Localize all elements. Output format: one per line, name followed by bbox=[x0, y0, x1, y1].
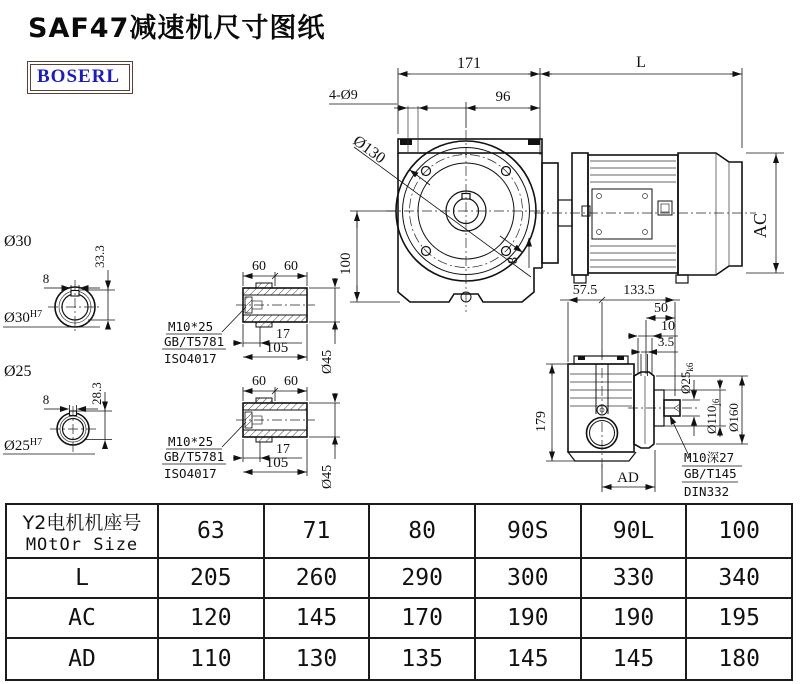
cell-AC-80: 170 bbox=[368, 597, 474, 637]
cell-AD-80: 135 bbox=[368, 637, 474, 679]
dim-105: 105 bbox=[265, 455, 289, 471]
dimension-table bbox=[5, 503, 793, 681]
dim-133-5: 133.5 bbox=[623, 283, 655, 298]
page-title: SAF47减速机尺寸图纸 bbox=[28, 13, 326, 44]
cell-AD-71: 130 bbox=[263, 637, 369, 679]
cell-AC-100: 195 bbox=[685, 597, 791, 637]
dim-od-45: Ø45 bbox=[320, 349, 335, 374]
header-en: MOtOr Size bbox=[25, 534, 139, 555]
cell-AC-90s: 190 bbox=[474, 597, 580, 637]
cell-AD-100: 180 bbox=[685, 637, 791, 679]
size-col-100: 100 bbox=[685, 505, 791, 557]
front-view bbox=[329, 54, 742, 312]
dim-motor-height-AC: AC bbox=[750, 212, 770, 238]
dim-width-AD: AD bbox=[617, 470, 639, 486]
dim-50: 50 bbox=[654, 301, 668, 316]
cell-AD-63: 110 bbox=[157, 637, 263, 679]
cell-AC-63: 120 bbox=[157, 597, 263, 637]
cell-AD-90s: 145 bbox=[474, 637, 580, 679]
dim-10: 10 bbox=[661, 319, 675, 334]
cell-AC-90l: 190 bbox=[580, 597, 686, 637]
dim-height-100: 100 bbox=[338, 252, 354, 275]
dim-17: 17 bbox=[276, 327, 290, 342]
label-tap-spec: M10深27 bbox=[684, 450, 735, 465]
output-side-view bbox=[534, 283, 748, 499]
dim-keyway-depth: 28.3 bbox=[89, 382, 104, 405]
dim-57-5: 57.5 bbox=[572, 283, 598, 298]
label-std-iso4017: ISO4017 bbox=[164, 351, 217, 366]
label-std-gbt5781: GB/T5781 bbox=[164, 449, 225, 464]
dim-width-96: 96 bbox=[495, 89, 511, 105]
size-col-71: 71 bbox=[263, 505, 369, 557]
cell-L-100: 340 bbox=[685, 557, 791, 597]
label-std-gbt145: GB/T145 bbox=[684, 466, 737, 481]
label-bore-30: Ø30 bbox=[4, 233, 32, 250]
cell-L-63: 205 bbox=[157, 557, 263, 597]
motor-side-view bbox=[534, 153, 784, 283]
dim-motor-length-L: L bbox=[636, 54, 646, 71]
row-label-AD: AD bbox=[7, 637, 157, 679]
dim-key-8: 8 bbox=[506, 257, 521, 264]
cell-L-90s: 300 bbox=[474, 557, 580, 597]
bore-section-25 bbox=[3, 363, 112, 454]
brand-logo: BOSERL bbox=[30, 64, 130, 91]
dim-shaft-25k6: $Ø25_{k6}$ bbox=[678, 362, 695, 394]
size-col-90l: 90L bbox=[580, 505, 686, 557]
size-col-80: 80 bbox=[368, 505, 474, 557]
dim-105: 105 bbox=[265, 340, 289, 356]
hollow-shaft-bottom bbox=[162, 374, 340, 489]
cell-L-80: 290 bbox=[368, 557, 474, 597]
dim-17: 17 bbox=[276, 442, 290, 457]
label-bore-fit-30: $Ø30^{H7}$ bbox=[4, 309, 43, 326]
row-label-AC: AC bbox=[7, 597, 157, 637]
dim-60-right: 60 bbox=[284, 259, 298, 274]
label-bore-25: Ø25 bbox=[4, 363, 32, 380]
header-cn: Y2电机机座号 bbox=[22, 511, 142, 534]
dim-60-left: 60 bbox=[252, 259, 266, 274]
size-col-90s: 90S bbox=[474, 505, 580, 557]
motor-fins bbox=[590, 161, 676, 267]
label-bolt-spec: M10*25 bbox=[168, 319, 214, 334]
dim-flange-160: Ø160 bbox=[726, 403, 741, 432]
dim-height-179: 179 bbox=[534, 411, 549, 432]
bore-section-30 bbox=[3, 233, 115, 334]
cell-AC-71: 145 bbox=[263, 597, 369, 637]
dim-od-45: Ø45 bbox=[320, 464, 335, 489]
dim-spigot-110j6: $Ø110_{j6}$ bbox=[704, 398, 721, 434]
row-label-L: L bbox=[7, 557, 157, 597]
label-bore-fit-25: $Ø25^{H7}$ bbox=[4, 437, 43, 454]
label-std-gbt5781: GB/T5781 bbox=[164, 334, 225, 349]
cell-L-71: 260 bbox=[263, 557, 369, 597]
cell-AD-90l: 145 bbox=[580, 637, 686, 679]
label-std-din332: DIN332 bbox=[684, 484, 730, 499]
dim-keyway-width: 8 bbox=[42, 392, 50, 407]
table-header-motor-size bbox=[7, 505, 157, 557]
dim-3-5: 3.5 bbox=[657, 334, 675, 349]
size-col-63: 63 bbox=[157, 505, 263, 557]
dim-bolt-holes: 4-Ø9 bbox=[329, 88, 358, 103]
cell-L-90l: 330 bbox=[580, 557, 686, 597]
dim-60-right: 60 bbox=[284, 374, 298, 389]
label-std-iso4017: ISO4017 bbox=[164, 466, 217, 481]
dim-keyway-depth: 33.3 bbox=[92, 245, 107, 268]
dim-60-left: 60 bbox=[252, 374, 266, 389]
hollow-shaft-top bbox=[162, 259, 340, 374]
label-bolt-spec: M10*25 bbox=[168, 434, 214, 449]
dim-keyway-width: 8 bbox=[42, 271, 50, 286]
dim-flange-diameter: Ø130 bbox=[349, 132, 389, 168]
dim-width-171: 171 bbox=[457, 55, 481, 72]
